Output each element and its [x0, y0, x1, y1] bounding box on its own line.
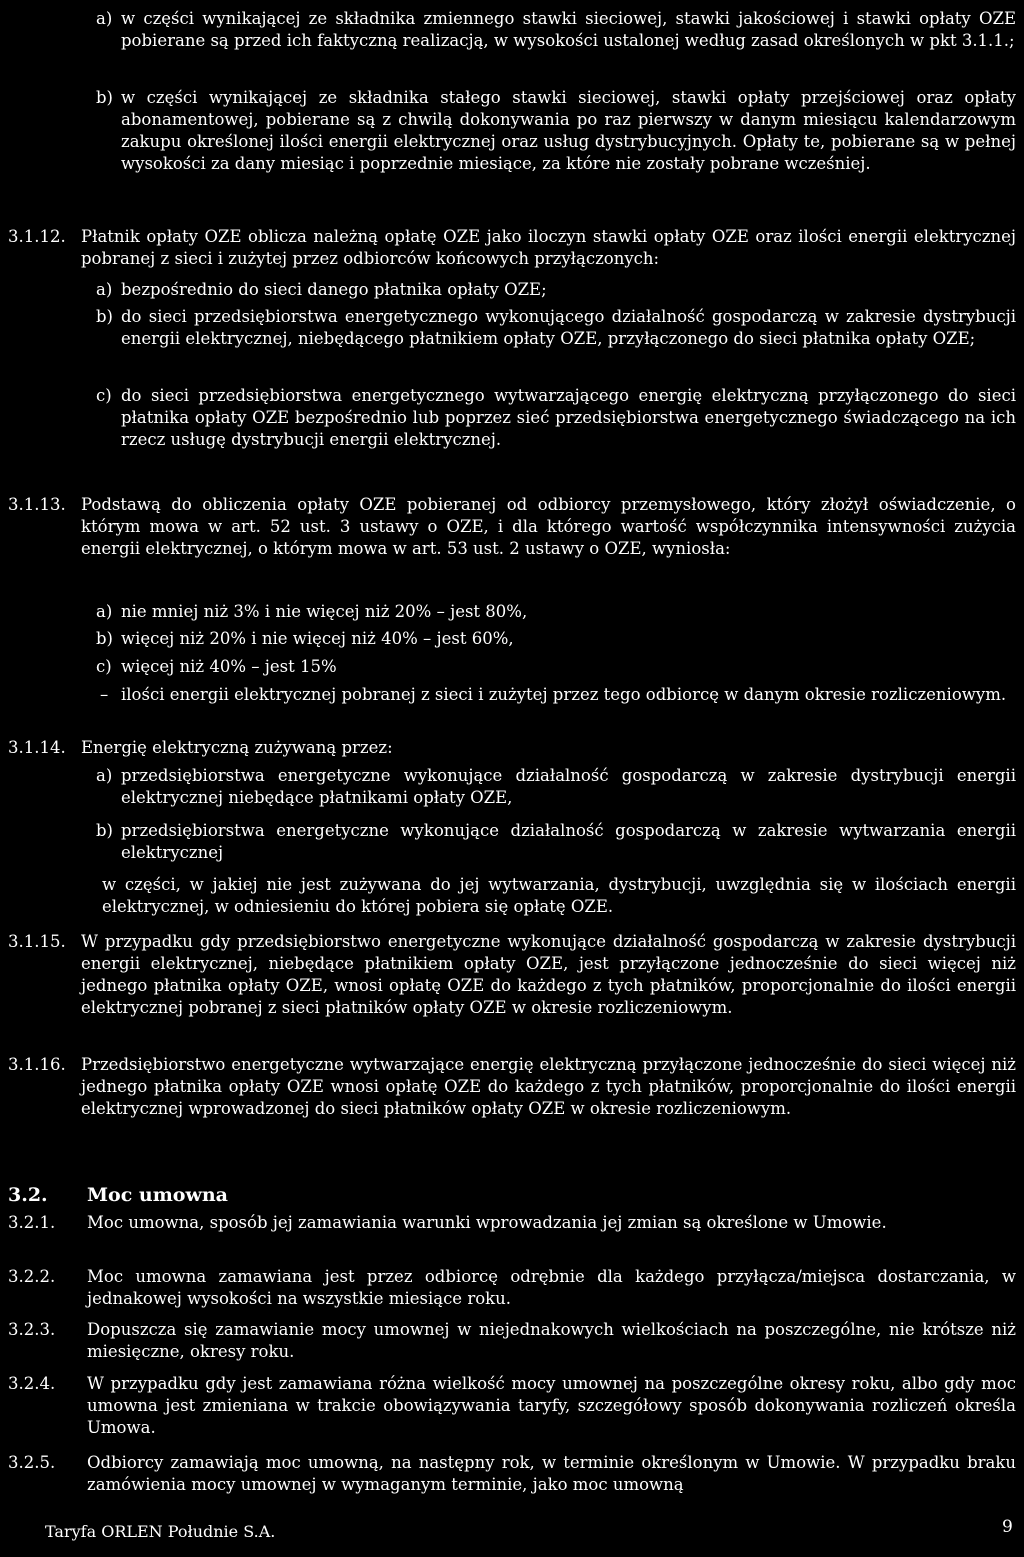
list-marker: b): [96, 88, 113, 107]
section-number: 3.2.2.: [8, 1267, 56, 1286]
paragraph: Energię elektryczną zużywaną przez:: [81, 738, 393, 757]
list-marker: a): [96, 766, 113, 785]
paragraph: Przedsiębiorstwo energetyczne wytwarzające energię elektryczną przyłączone jednocześnie do sieci więcej niż jednego płatnika opłaty OZE wnosi opłatę OZE do każdego z tych płatników, proporcjonalnie do ilości energii elektrycznej wprowadzonej do sieci płatników opłaty OZE w okresie rozliczeniowym.: [81, 1055, 1016, 1118]
list-marker: b): [96, 821, 113, 840]
list-item: do sieci przedsiębiorstwa energetycznego wykonującego działalność gospodarczą w zakresie dystrybucji energii elektrycznej, niebędącego płatnikiem opłaty OZE, przyłączonego do sieci płatnika opłaty OZE;: [121, 307, 1016, 348]
list-item: bezpośrednio do sieci danego płatnika opłaty OZE;: [121, 280, 547, 299]
section-number: 3.1.13.: [8, 495, 66, 514]
list-marker: b): [96, 629, 113, 648]
section-number: 3.2.4.: [8, 1374, 56, 1393]
section-number: 3.1.15.: [8, 932, 66, 951]
list-marker: c): [96, 386, 112, 405]
section-number: 3.1.16.: [8, 1055, 66, 1074]
list-item: w części wynikającej ze składnika stałego stawki sieciowej, stawki opłaty przejściowej oraz opłaty abonamentowej, pobierane są z chwilą dokonywania po raz pierwszy w danym miesiącu kalendarzowym zakupu określonej ilości energii elektrycznej oraz usług dystrybucyjnych. Opłaty te, pobierane są w pełnej wysokości za dany miesiąc i poprzednie miesiące, za które nie zostały pobrane wcześniej.: [121, 88, 1016, 173]
paragraph: Moc umowna, sposób jej zamawiania warunki wprowadzania jej zmian są określone w Umowie.: [87, 1213, 887, 1232]
section-number: 3.2.5.: [8, 1453, 56, 1472]
list-item: ilości energii elektrycznej pobranej z sieci i zużytej przez tego odbiorcę w danym okresie rozliczeniowym.: [121, 685, 1007, 704]
paragraph: Podstawą do obliczenia opłaty OZE pobieranej od odbiorcy przemysłowego, który złożył oświadczenie, o którym mowa w art. 52 ust. 3 ustawy o OZE, i dla którego wartość współczynnika intensywności zużycia energii elektrycznej, o którym mowa w art. 53 ust. 2 ustawy o OZE, wyniosła:: [81, 495, 1016, 558]
footer-title: Taryfa ORLEN Południe S.A.: [45, 1522, 276, 1541]
paragraph: Dopuszcza się zamawianie mocy umownej w niejednakowych wielkościach na poszczególne, nie krótsze niż miesięczne, okresy roku.: [87, 1320, 1016, 1361]
section-number: 3.1.14.: [8, 738, 66, 757]
section-number: 3.2.1.: [8, 1213, 56, 1232]
list-marker: –: [100, 685, 109, 704]
list-item: przedsiębiorstwa energetyczne wykonujące działalność gospodarczą w zakresie wytwarzania energii elektrycznej: [121, 821, 1016, 862]
section-number: 3.1.12.: [8, 227, 66, 246]
section-number: 3.2.: [8, 1184, 48, 1206]
list-marker: b): [96, 307, 113, 326]
list-item: w części wynikającej ze składnika zmiennego stawki sieciowej, stawki jakościowej i stawki opłaty OZE pobierane są przed ich faktyczną realizacją, w wysokości ustalonej według zasad określonych w pkt 3.1.1.;: [121, 9, 1016, 50]
page-number: 9: [1002, 1517, 1013, 1537]
list-item: więcej niż 40% – jest 15%: [121, 657, 337, 676]
paragraph: Moc umowna zamawiana jest przez odbiorcę odrębnie dla każdego przyłącza/miejsca dostarczania, w jednakowej wysokości na wszystkie miesiące roku.: [87, 1267, 1016, 1308]
paragraph: W przypadku gdy jest zamawiana różna wielkość mocy umownej na poszczególne okresy roku, albo gdy moc umowna jest zmieniana w trakcie obowiązywania taryfy, szczegółowy sposób dokonywania rozliczeń określa Umowa.: [87, 1374, 1016, 1437]
section-heading: Moc umowna: [87, 1184, 228, 1206]
list-item: więcej niż 20% i nie więcej niż 40% – jest 60%,: [121, 629, 514, 648]
paragraph: Odbiorcy zamawiają moc umowną, na następny rok, w terminie określonym w Umowie. W przypadku braku zamówienia mocy umownej w wymaganym terminie, jako moc umowną: [87, 1453, 1016, 1494]
paragraph: W przypadku gdy przedsiębiorstwo energetyczne wykonujące działalność gospodarczą w zakresie dystrybucji energii elektrycznej, niebędące płatnikiem opłaty OZE, jest przyłączone jednocześnie do sieci więcej niż jednego płatnika opłaty OZE, wnosi opłatę OZE do każdego z tych płatników, proporcjonalnie do ilości energii elektrycznej pobranej z sieci płatników opłaty OZE w okresie rozliczeniowym.: [81, 932, 1016, 1017]
list-item: do sieci przedsiębiorstwa energetycznego wytwarzającego energię elektryczną przyłączonego do sieci płatnika opłaty OZE bezpośrednio lub poprzez sieć przedsiębiorstwa energetycznego świadczącego na ich rzecz usługę dystrybucji energii elektrycznej.: [121, 386, 1016, 449]
list-marker: a): [96, 602, 113, 621]
paragraph: Płatnik opłaty OZE oblicza należną opłatę OZE jako iloczyn stawki opłaty OZE oraz ilości energii elektrycznej pobranej z sieci i zużytej przez odbiorców końcowych przyłączonych:: [81, 227, 1016, 268]
list-marker: a): [96, 280, 113, 299]
list-item: nie mniej niż 3% i nie więcej niż 20% – jest 80%,: [121, 602, 528, 621]
list-marker: a): [96, 9, 113, 28]
paragraph: w części, w jakiej nie jest zużywana do jej wytwarzania, dystrybucji, uwzględnia się w ilościach energii elektrycznej, w odniesieniu do której pobiera się opłatę OZE.: [102, 875, 1016, 916]
section-number: 3.2.3.: [8, 1320, 56, 1339]
list-marker: c): [96, 657, 112, 676]
list-item: przedsiębiorstwa energetyczne wykonujące działalność gospodarczą w zakresie dystrybucji energii elektrycznej niebędące płatnikami opłaty OZE,: [121, 766, 1016, 807]
